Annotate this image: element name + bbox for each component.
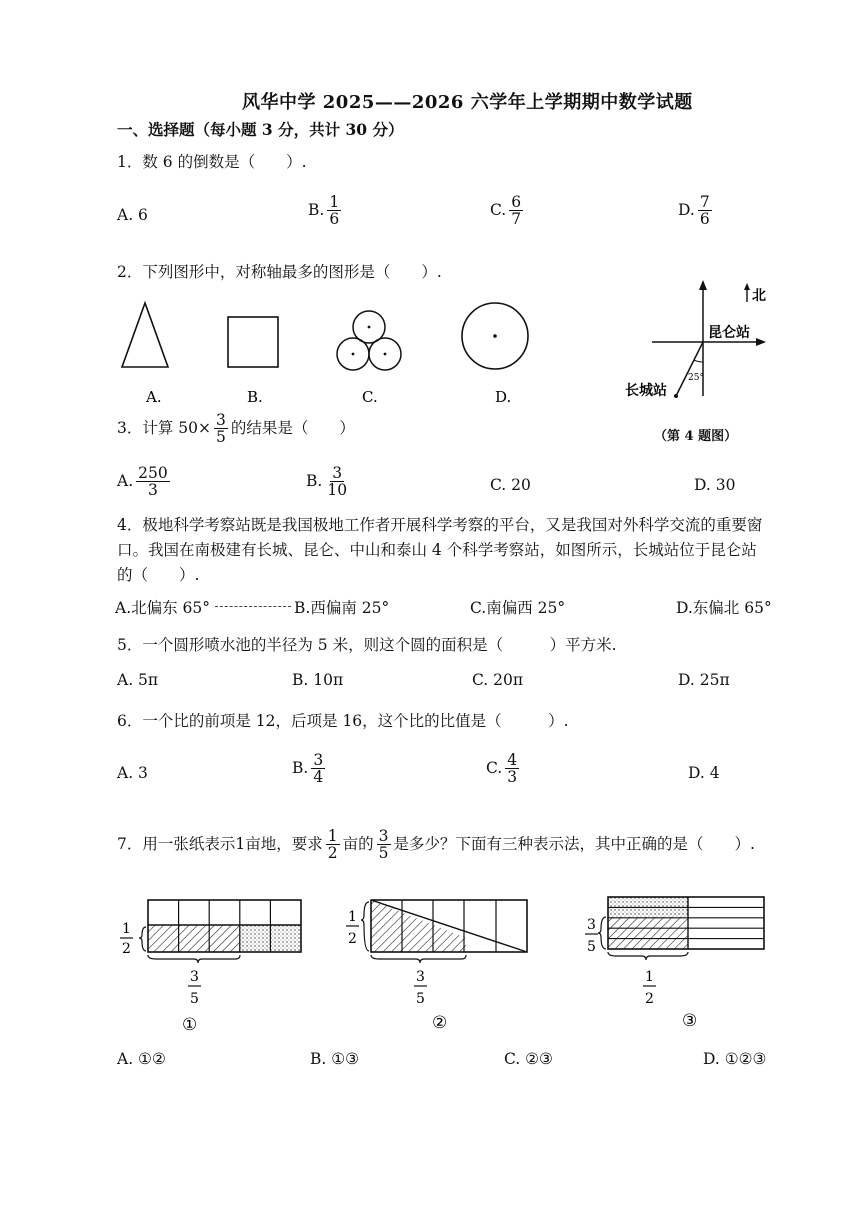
- fig2-half-num: 1: [348, 909, 357, 925]
- question-4-line-3: 的（ ）.: [117, 566, 200, 584]
- fig1-35-den: 5: [190, 991, 199, 1007]
- question-7-figures: [110, 885, 790, 1040]
- question-3-option-d: D. 30: [694, 476, 736, 494]
- question-1-option-a: A. 6: [117, 206, 148, 224]
- shape-label-c: C.: [362, 388, 378, 406]
- question-3-option-b: B. $\frac{3}{10}$: [306, 464, 348, 500]
- exam-title: 风华中学 2025——2026 六学年上学期期中数学试题: [242, 92, 693, 113]
- question-7-option-d: D. ①②③: [703, 1050, 767, 1068]
- question-6-option-b: B. $\frac{3}{4}$: [292, 751, 324, 787]
- question-6-option-d: D. 4: [688, 764, 720, 782]
- figure-2-marker: ②: [432, 1013, 448, 1033]
- shape-label-a: A.: [146, 388, 162, 406]
- figure-2-grid: [361, 900, 527, 963]
- fig1-35-num: 3: [190, 969, 199, 985]
- triangle-shape: [122, 303, 168, 367]
- question-7-option-a: A. ①②: [117, 1050, 166, 1068]
- question-5-option-c: C. 20π: [472, 671, 524, 689]
- dash-line: [215, 606, 291, 607]
- section-heading: 一、选择题（每小题 3 分，共计 30 分）: [117, 120, 404, 139]
- question-4-option-c: C.南偏西 25°: [470, 599, 566, 617]
- fig1-half-den: 2: [122, 941, 131, 957]
- question-5-option-d: D. 25π: [678, 671, 730, 689]
- north-label: 北: [752, 288, 766, 304]
- q4-direction-figure: [610, 278, 790, 408]
- question-4-line-1: 4．极地科学考察站既是我国极地工作者开展科学考察的平台，又是我国对外科学交流的重要窗: [117, 516, 763, 534]
- question-4-option-b: B.西偏南 25°: [294, 599, 390, 617]
- question-1-option-c: C. $\frac{6}{7}$: [490, 193, 522, 229]
- fig3-35-num: 3: [587, 917, 596, 933]
- question-6-option-c: C. $\frac{4}{3}$: [486, 751, 518, 787]
- question-4-option-d: D.东偏北 65°: [676, 599, 772, 617]
- fig3-half-num: 1: [645, 969, 654, 985]
- fig2-35-num: 3: [416, 969, 425, 985]
- shape-label-d: D.: [495, 388, 512, 406]
- question-2-shapes: [100, 295, 550, 410]
- question-3-stem: 3．计算 50× $\frac{3}{5}$ 的结果是（ ）: [117, 411, 355, 447]
- figure-3-marker: ③: [682, 1011, 698, 1031]
- question-7-stem: 7．用一张纸表示1亩地，要求 $\frac{1}{2}$ 亩的 $\frac{3}{5}$ 是多少？下面有三种表示法，其中正确的是（ ）.: [117, 827, 755, 863]
- fig2-35-den: 5: [416, 991, 425, 1007]
- question-5-option-a: A. 5π: [117, 671, 159, 689]
- shape-label-b: B.: [247, 388, 263, 406]
- question-1-option-b: B. $\frac{1}{6}$: [308, 193, 340, 229]
- figure-1-marker: ①: [182, 1015, 198, 1035]
- question-4-line-2: 口。我国在南极建有长城、昆仑、中山和泰山 4 个科学考察站，如图所示，长城站位于昆仑站: [117, 541, 757, 559]
- question-3-option-a: A. $\frac{250}{3}$: [117, 464, 168, 500]
- changcheng-station-label: 长城站: [625, 383, 667, 399]
- question-6-option-a: A. 3: [117, 764, 148, 782]
- fig3-half-den: 2: [645, 991, 654, 1007]
- kunlun-station-label: 昆仑站: [708, 325, 750, 341]
- angle-label: 25°: [688, 373, 704, 383]
- question-7-option-b: B. ①③: [310, 1050, 360, 1068]
- question-3-option-c: C. 20: [490, 476, 531, 494]
- figure-4-caption: （第 4 题图）: [654, 429, 738, 444]
- question-1-stem: 1．数 6 的倒数是（ ）.: [117, 153, 307, 171]
- fig1-half-num: 1: [122, 921, 131, 937]
- question-4-option-a: A.北偏东 65°: [115, 599, 211, 617]
- fig3-35-den: 5: [587, 939, 596, 955]
- figure-1-grid: [139, 900, 301, 963]
- fig2-half-den: 2: [348, 931, 357, 947]
- question-5-option-b: B. 10π: [292, 671, 344, 689]
- question-5-stem: 5．一个圆形喷水池的半径为 5 米，则这个圆的面积是（ ）平方米.: [117, 636, 617, 654]
- question-2-stem: 2．下列图形中，对称轴最多的图形是（ ）.: [117, 263, 442, 281]
- square-shape: [228, 317, 278, 367]
- question-7-option-c: C. ②③: [504, 1050, 553, 1068]
- question-6-stem: 6．一个比的前项是 12，后项是 16，这个比的比值是（ ）.: [117, 712, 569, 730]
- figure-3-grid: [598, 897, 764, 960]
- question-1-option-d: D. $\frac{7}{6}$: [678, 193, 710, 229]
